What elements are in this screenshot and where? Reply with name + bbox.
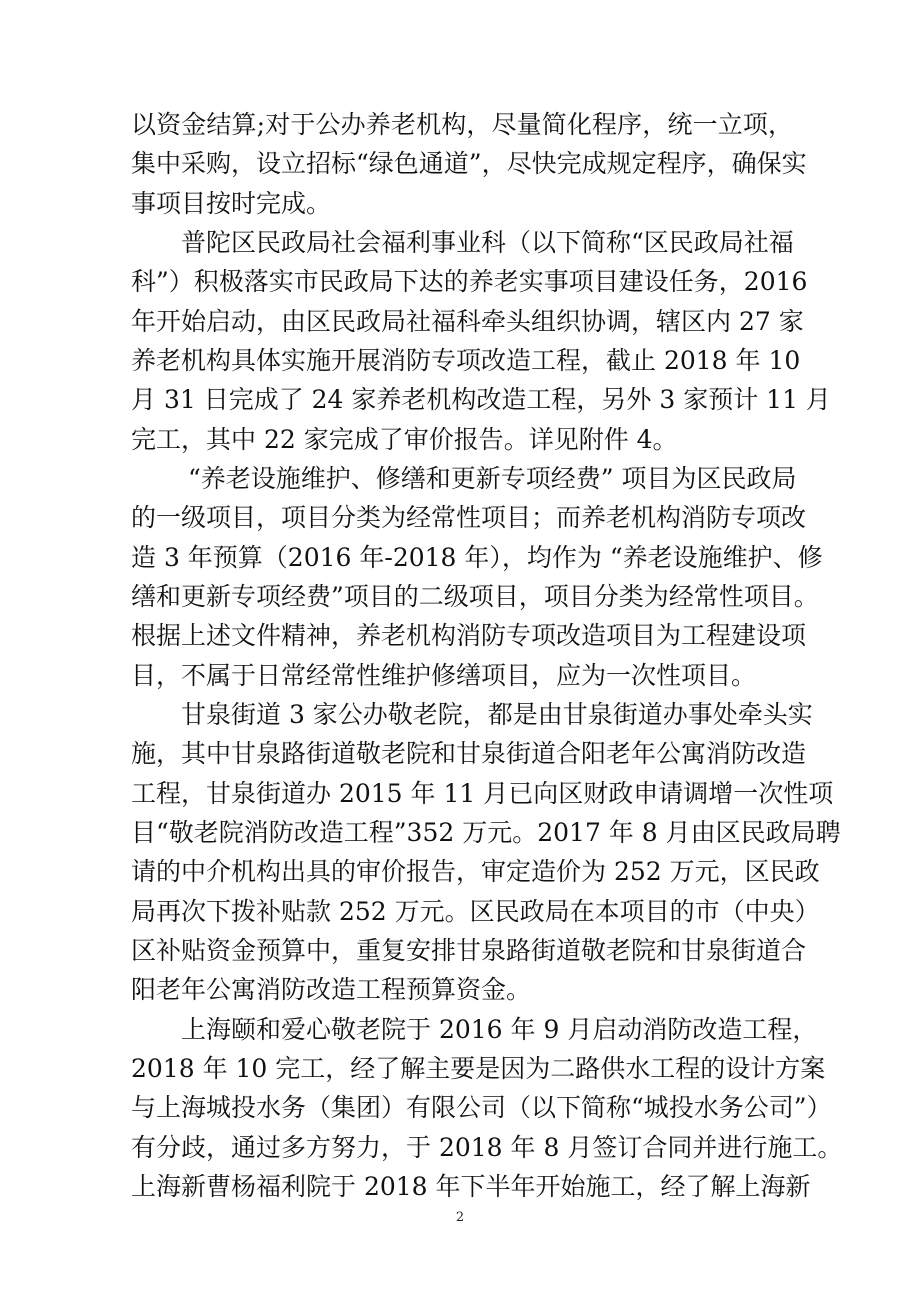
text-line: 局再次下拨补贴款 252 万元。区民政局在本项目的市（中央） (131, 896, 820, 926)
text-line: 年开始启动，由区民政局社福科牵头组织协调，辖区内 27 家 (131, 306, 804, 336)
page-number: 2 (455, 1210, 465, 1225)
text-line: 养老机构具体实施开展消防专项改造工程，截止 2018 年 10 (131, 346, 801, 375)
text-line: 缮和更新专项经费”项目的二级项目，项目分类为经常性项目。 (131, 582, 819, 611)
text-line: 施，其中甘泉路街道敬老院和甘泉街道合阳老年公寓消防改造 (131, 739, 807, 769)
text-line: 月 31 日完成了 24 家养老机构改造工程，另外 3 家预计 11 月 (131, 385, 831, 415)
text-line: 完工，其中 22 家完成了审价报告。详见附件 4。 (131, 424, 678, 454)
text-line: 的一级项目，项目分类为经常性项目；而养老机构消防专项改 (131, 503, 807, 533)
text-line: 甘泉街道 3 家公办敬老院，都是由甘泉街道办事处牵头实 (181, 700, 813, 729)
text-line: 上海新曹杨福利院于 2018 年下半年开始施工，经了解上海新 (131, 1172, 811, 1201)
text-line: 以资金结算;对于公办养老机构，尽量简化程序，统一立项， (131, 110, 793, 139)
text-line: 根据上述文件精神，养老机构消防专项改造项目为工程建设项 (131, 621, 807, 651)
text-line: 普陀区民政局社会福利事业科（以下简称“区民政局社福 (181, 228, 794, 257)
text-line: “养老设施维护、修缮和更新专项经费” 项目为区民政局 (188, 464, 797, 493)
text-line: 科”）积极落实市民政局下达的养老实事项目建设任务，2016 (131, 267, 808, 297)
text-line: 造 3 年预算（2016 年-2018 年），均作为 “养老设施维护、修 (131, 542, 823, 572)
text-line: 上海颐和爱心敬老院于 2016 年 9 月启动消防改造工程， (181, 1014, 818, 1044)
text-line: 目“敬老院消防改造工程”352 万元。2017 年 8 月由区民政局聘 (131, 818, 841, 847)
text-line: 集中采购，设立招标“绿色通道”，尽快完成规定程序，确保实 (131, 149, 807, 179)
text-line: 与上海城投水务（集团）有限公司（以下简称“城投水务公司”） (131, 1093, 832, 1123)
text-line: 2018 年 10 完工，经了解主要是因为二路供水工程的设计方案 (131, 1054, 826, 1083)
text-line: 请的中介机构出具的审价报告，审定造价为 252 万元，区民政 (131, 857, 820, 887)
text-line: 目，不属于日常经常性维护修缮项目，应为一次性项目。 (131, 660, 757, 690)
text-line: 阳老年公寓消防改造工程预算资金。 (131, 975, 532, 1005)
text-line: 事项目按时完成。 (131, 188, 332, 218)
text-line: 工程，甘泉街道办 2015 年 11 月已向区财政申请调增一次性项 (131, 778, 834, 808)
text-line: 有分歧，通过多方努力，于 2018 年 8 月签订合同并进行施工。 (131, 1132, 843, 1162)
text-line: 区补贴资金预算中，重复安排甘泉路街道敬老院和甘泉街道合 (131, 936, 807, 965)
